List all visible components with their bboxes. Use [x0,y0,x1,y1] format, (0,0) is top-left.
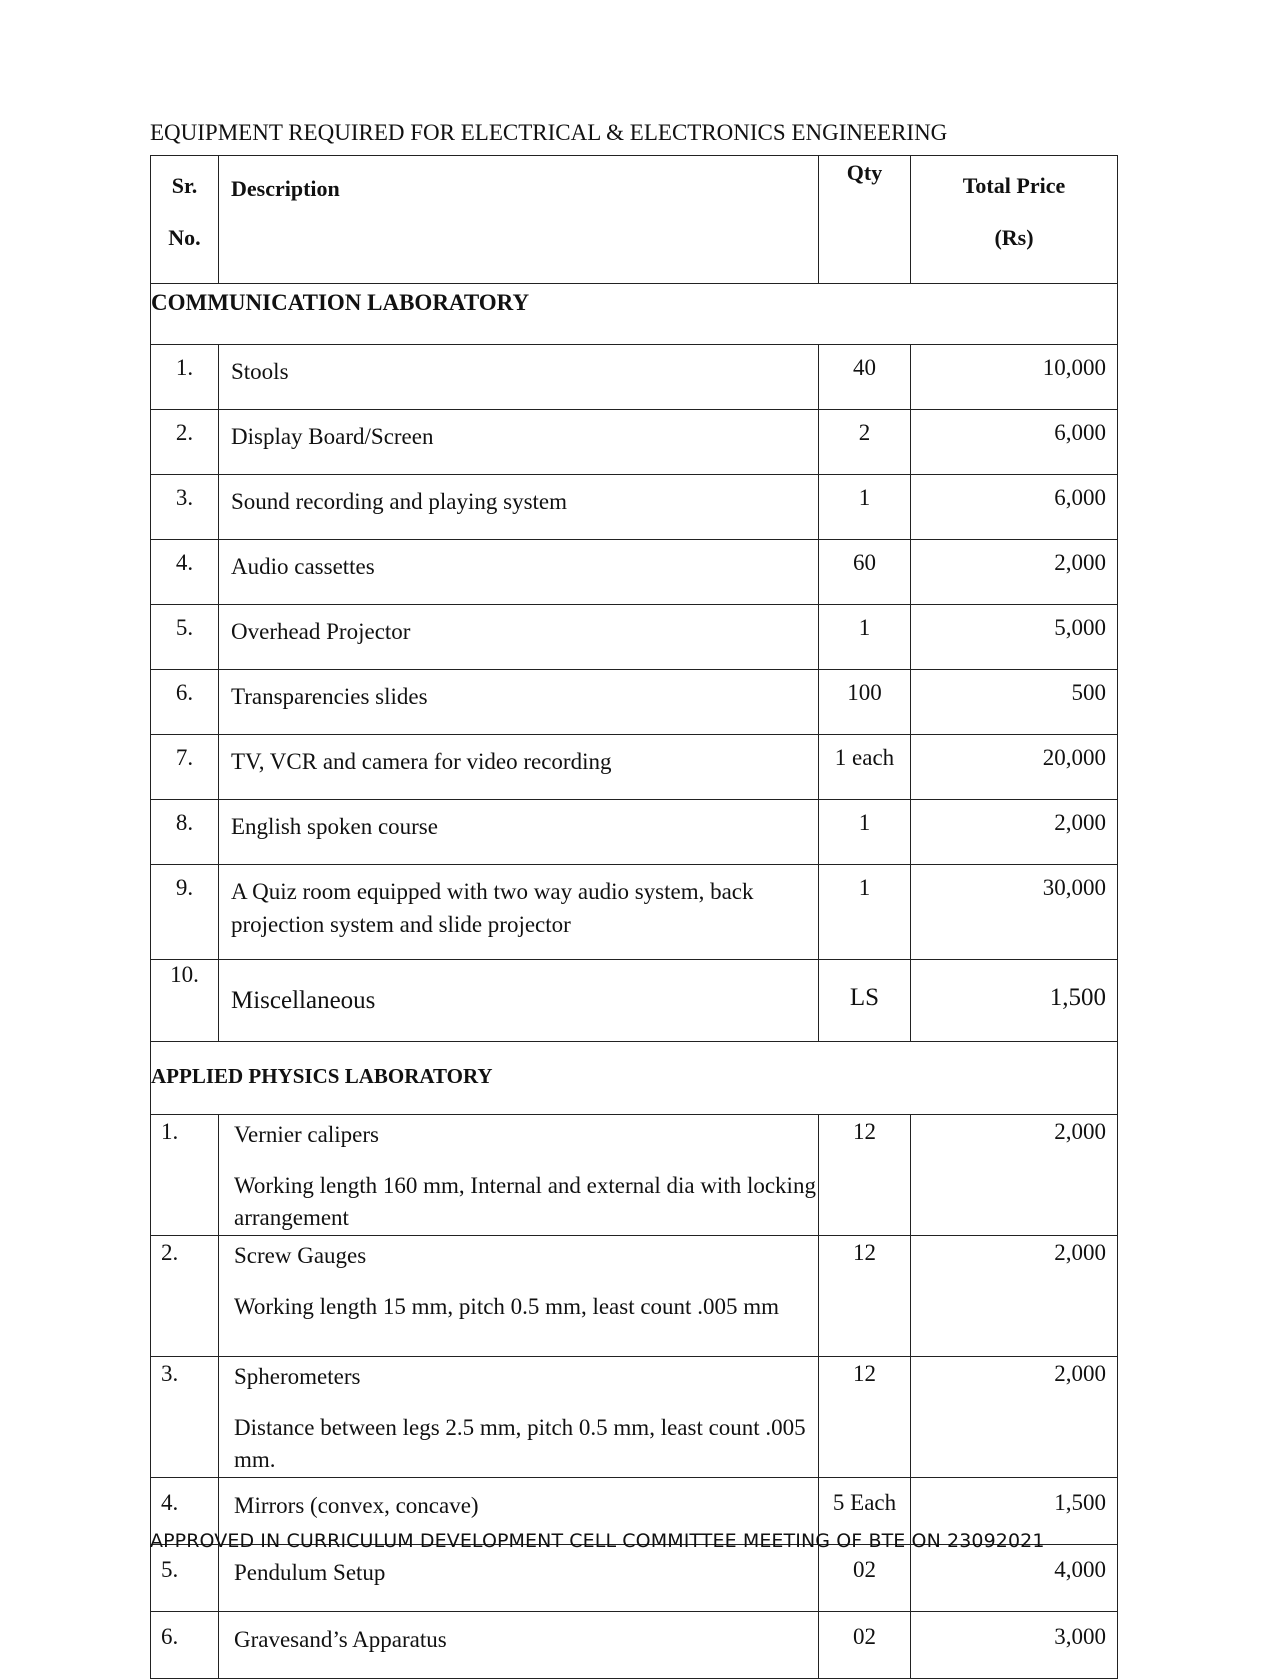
table-row [151,1545,1118,1612]
table-row [151,605,1118,670]
description-cell: A Quiz room equipped with two way audio system, back projection system and slide projector [219,865,819,960]
qty-cell: 5 Each [819,1478,911,1545]
qty-cell: 1 each [819,735,911,800]
table-row [151,410,1118,475]
qty-cell: 100 [819,670,911,735]
sr-cell: 2. [151,410,219,475]
qty-cell: 1 [819,865,911,960]
description-cell: Mirrors (convex, concave) [219,1478,819,1545]
description-cell [219,1236,819,1357]
description-cell [219,1115,819,1236]
price-cell: 3,000 [911,1612,1118,1679]
item-name: Vernier calipers [234,1122,379,1147]
table-row [151,1612,1118,1679]
table-row [151,800,1118,865]
sr-cell: 6. [151,670,219,735]
page-title: EQUIPMENT REQUIRED FOR ELECTRICAL & ELECTRONICS ENGINEERING [150,120,948,145]
price-cell: 1,500 [911,1478,1118,1545]
table-row [151,475,1118,540]
section-heading-communication [151,284,1118,345]
sr-cell: 4. [151,1478,219,1545]
sr-cell: 5. [151,1545,219,1612]
price-cell: 6,000 [911,410,1118,475]
item-detail: Working length 160 mm, Internal and external dia with locking arrangement [234,1173,816,1230]
table-row [151,735,1118,800]
table-row [151,960,1118,1042]
qty-cell: 1 [819,800,911,865]
description-cell: Overhead Projector [219,605,819,670]
sr-cell: 1. [151,345,219,410]
table-header-row [151,156,1118,284]
description-cell: Transparencies slides [219,670,819,735]
qty-cell: LS [819,960,911,1042]
qty-cell: 12 [819,1115,911,1236]
qty-cell: 02 [819,1612,911,1679]
description-cell: Pendulum Setup [219,1545,819,1612]
price-cell: 5,000 [911,605,1118,670]
table-row [151,1115,1118,1236]
qty-cell: 1 [819,475,911,540]
item-name: Screw Gauges [234,1243,367,1268]
price-cell: 6,000 [911,475,1118,540]
header-sr-no: Sr. No. [151,156,219,284]
description-cell: Miscellaneous [219,960,819,1042]
item-detail: Distance between legs 2.5 mm, pitch 0.5 mm, least count .005 mm. [234,1415,806,1472]
price-cell: 10,000 [911,345,1118,410]
approval-footer: APPROVED IN CURRICULUM DEVELOPMENT CELL COMMITTEE MEETING OF BTE ON 23092021 [150,1530,1045,1552]
sr-cell: 6. [151,1612,219,1679]
table-row [151,1357,1118,1478]
price-cell: 2,000 [911,1357,1118,1478]
qty-cell: 02 [819,1545,911,1612]
item-name: Spherometers [234,1364,361,1389]
price-cell: 2,000 [911,800,1118,865]
sr-cell: 3. [151,1357,219,1478]
price-cell: 500 [911,670,1118,735]
qty-cell: 40 [819,345,911,410]
table-row [151,345,1118,410]
sr-cell: 3. [151,475,219,540]
qty-cell: 2 [819,410,911,475]
description-cell: Gravesand’s Apparatus [219,1612,819,1679]
section-title: APPLIED PHYSICS LABORATORY [151,1042,1118,1115]
sr-cell: 1. [151,1115,219,1236]
price-cell: 1,500 [911,960,1118,1042]
price-cell: 4,000 [911,1545,1118,1612]
table-row [151,540,1118,605]
description-cell: Display Board/Screen [219,410,819,475]
item-detail: Working length 15 mm, pitch 0.5 mm, least count .005 mm [234,1294,779,1319]
sr-cell: 8. [151,800,219,865]
description-cell: TV, VCR and camera for video recording [219,735,819,800]
table-row [151,1236,1118,1357]
sr-cell: 9. [151,865,219,960]
section-title: COMMUNICATION LABORATORY [151,284,1118,345]
qty-cell: 60 [819,540,911,605]
section-heading-applied-physics [151,1042,1118,1115]
price-cell: 20,000 [911,735,1118,800]
header-description: Description [219,156,819,284]
equipment-table [150,155,1118,1679]
description-cell [219,1357,819,1478]
table-row [151,670,1118,735]
sr-cell: 2. [151,1236,219,1357]
price-cell: 2,000 [911,1115,1118,1236]
description-cell: Sound recording and playing system [219,475,819,540]
price-cell: 30,000 [911,865,1118,960]
description-cell: Stools [219,345,819,410]
price-cell: 2,000 [911,540,1118,605]
sr-cell: 7. [151,735,219,800]
qty-cell: 1 [819,605,911,670]
header-total-price: Total Price (Rs) [911,156,1118,284]
qty-cell: 12 [819,1357,911,1478]
table-row [151,865,1118,960]
sr-cell: 5. [151,605,219,670]
description-cell: English spoken course [219,800,819,865]
sr-cell: 4. [151,540,219,605]
price-cell: 2,000 [911,1236,1118,1357]
header-qty: Qty [819,156,911,284]
description-cell: Audio cassettes [219,540,819,605]
qty-cell: 12 [819,1236,911,1357]
sr-cell: 10. [151,960,219,1042]
